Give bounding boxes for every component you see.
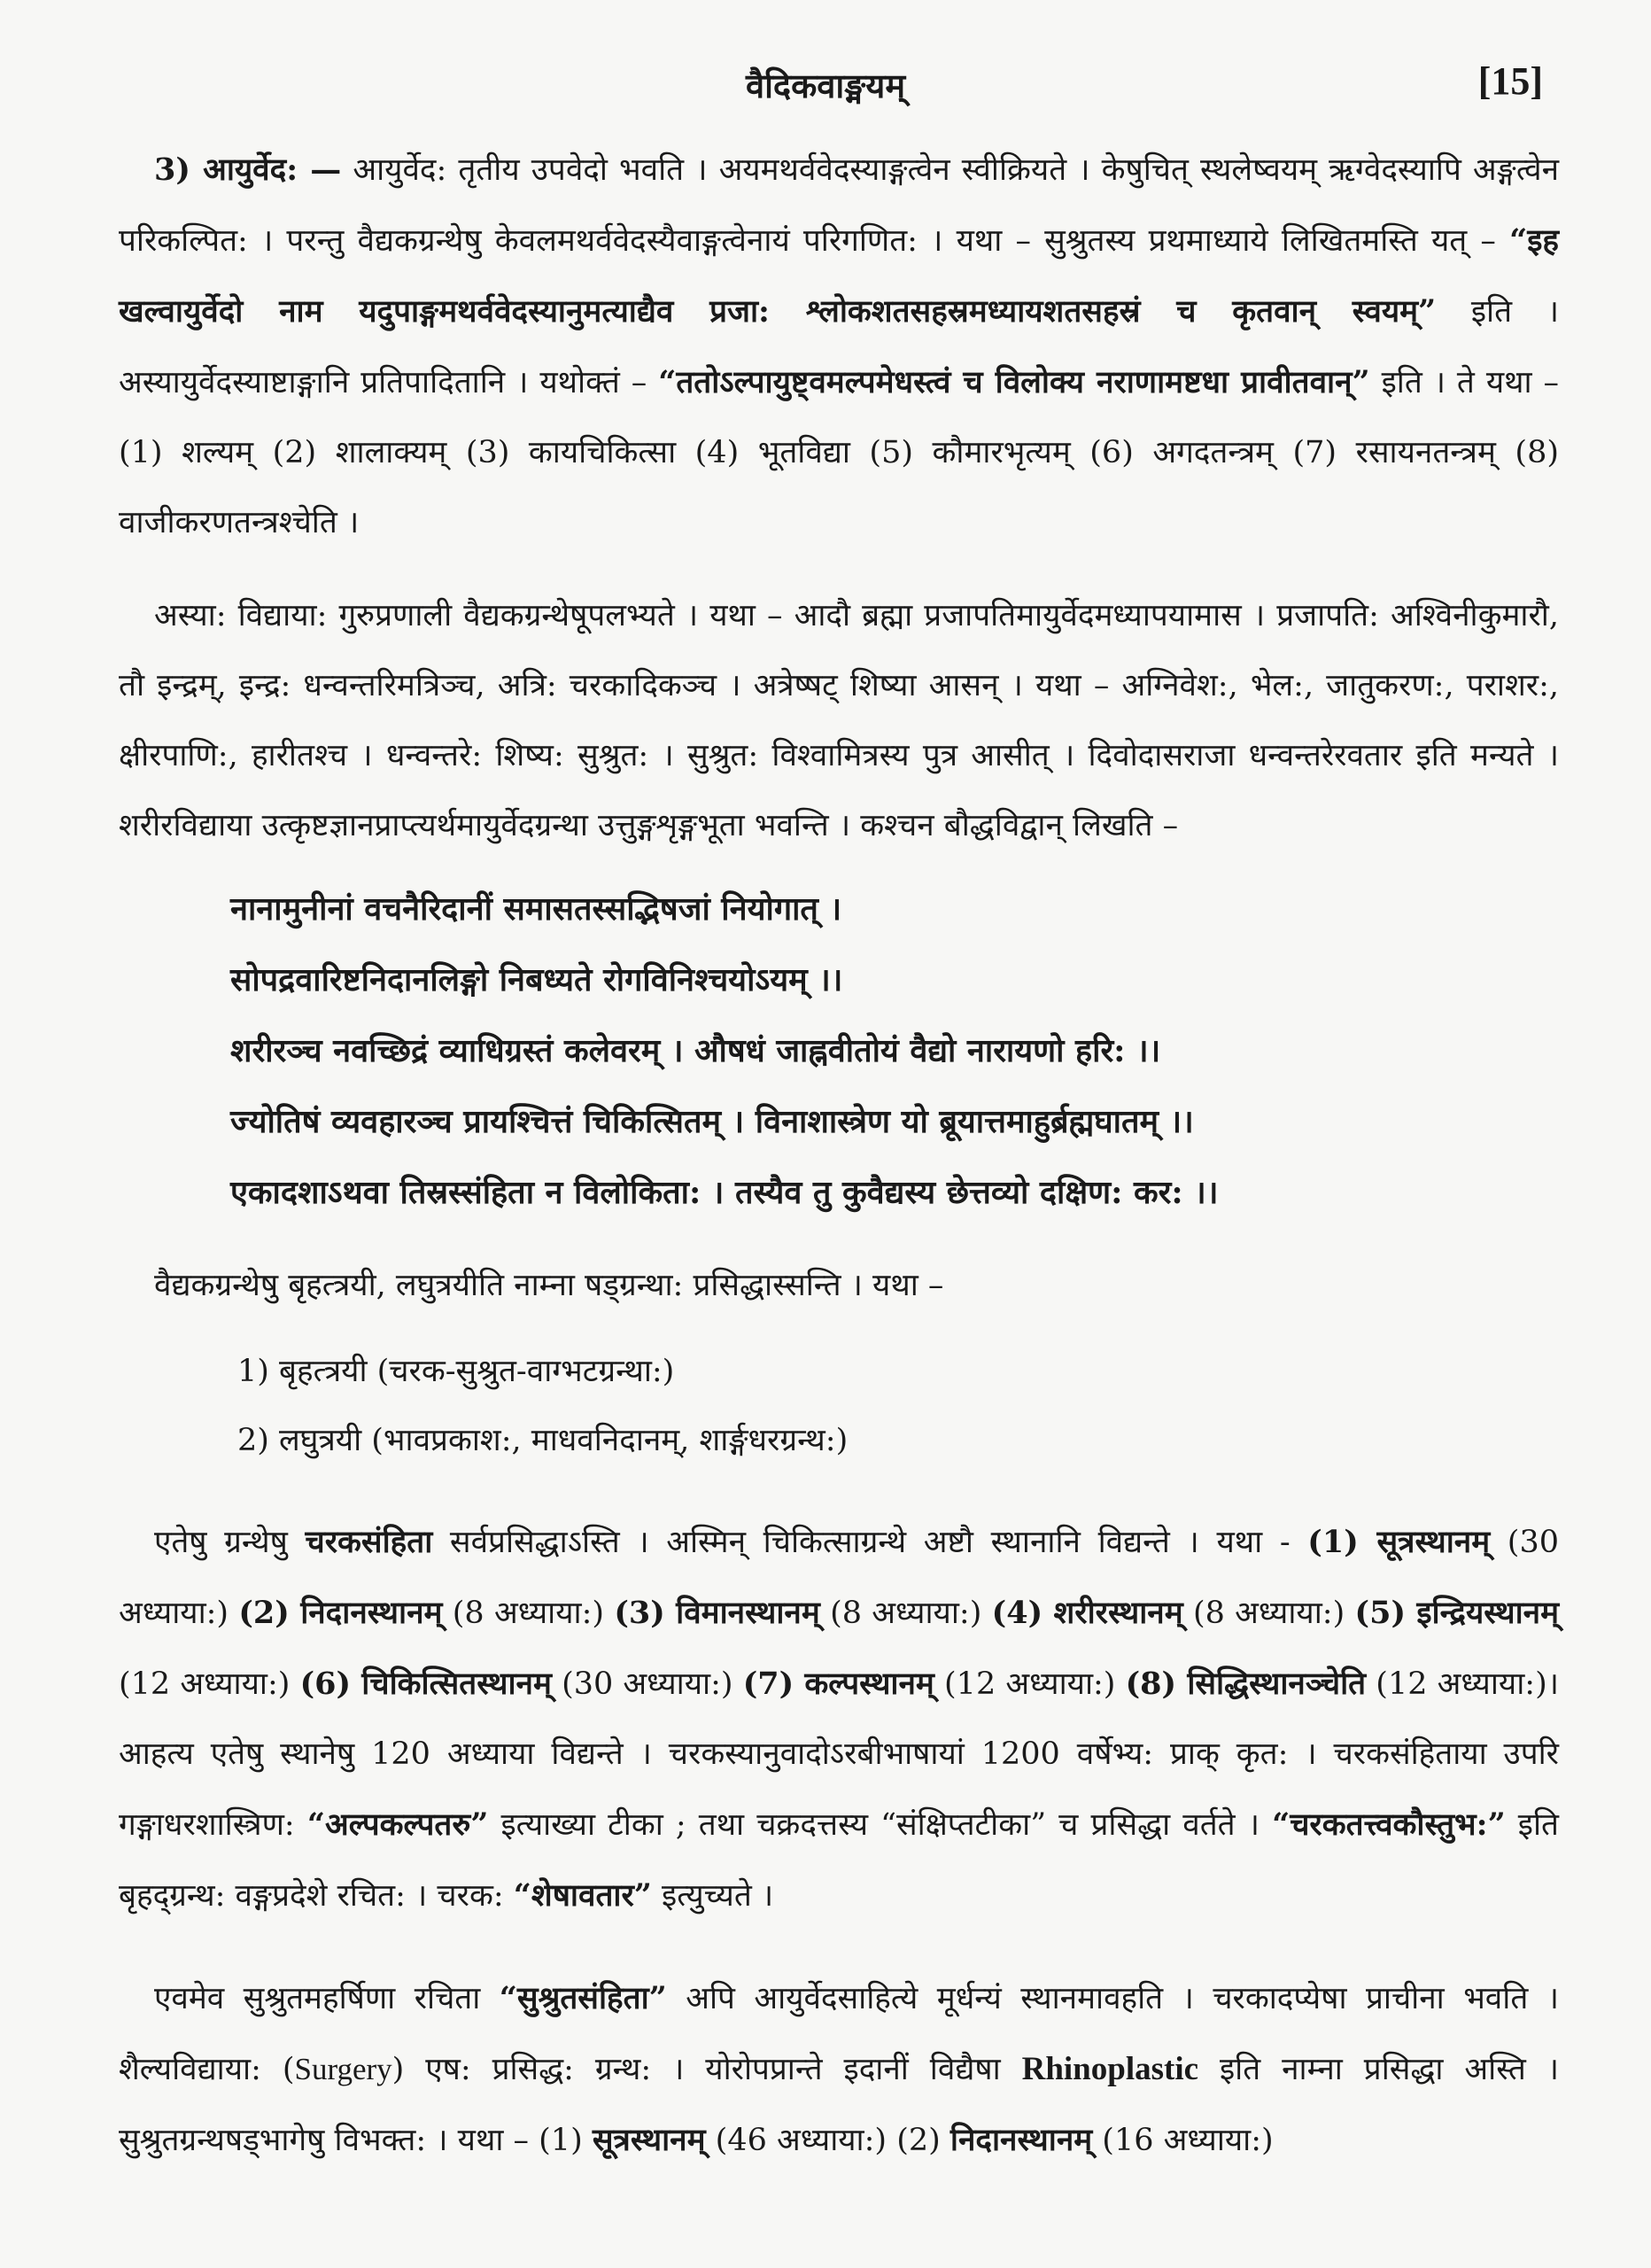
page-number: [15] <box>1477 59 1543 103</box>
text-run: इत्याख्या टीका ; तथा चक्रदत्तस्य “संक्षिप्तटीका” च प्रसिद्धा वर्तते । <box>488 1807 1273 1843</box>
paragraph-charaka <box>119 1507 1559 1931</box>
verse-block <box>230 874 1559 1228</box>
text-run: (12 अध्याया:) <box>934 1666 1126 1702</box>
emphasis: निदानस्थानम् <box>950 2122 1093 2158</box>
text-run: इति । अस्यायुर्वेदस्याष्टाङ्गानि प्रतिपादितानि । यथोक्तं – <box>119 294 1560 400</box>
text-run: एवमेव सुश्रुतमहर्षिणा रचिता <box>154 1981 500 2016</box>
verse-line: नानामुनीनां वचनैरिदानीं समासतस्सद्भिषजां नियोगात् । <box>230 890 842 928</box>
latin-term: Rhinoplastic <box>1021 2051 1199 2087</box>
emphasis: सूत्रस्थानम् <box>592 2122 706 2158</box>
emphasis: (3) विमानस्थानम् <box>614 1595 820 1631</box>
verse-line: ज्योतिषं व्यवहारञ्च प्रायश्चित्तं चिकित्सितम् । विनाशास्त्रेण यो ब्रूयात्तमाहुर्ब्रह्मघातम् ।। <box>230 1103 1194 1140</box>
text-run: सर्वप्रसिद्धाऽस्ति । अस्मिन् चिकित्साग्रन्थे अष्टौ स्थानानि विद्यन्ते । यथा - <box>432 1525 1308 1560</box>
verse-line: सोपद्रवारिष्टनिदानलिङ्गो निबध्यते रोगविनिश्चयोऽयम् ।। <box>230 961 843 998</box>
text-run: ) एष: प्रसिद्ध: ग्रन्थ: । योरोपप्रान्ते इदानीं विद्यैषा <box>391 2052 1022 2087</box>
quotation-ashtanga: “ततोऽल्पायुष्ट्वमल्पमेधस्त्वं च विलोक्य नराणामष्टधा प्रावीतवान्” <box>658 364 1370 400</box>
text-run: (12 अध्याया:) <box>119 1666 300 1702</box>
paragraph-ayurveda <box>119 135 1559 558</box>
verse-line: एकादशाऽथवा तिस्रस्संहिता न विलोकिता: । तस्यैव तु कुवैद्यस्य छेत्तव्यो दक्षिण: कर: ।। <box>230 1174 1219 1211</box>
text-run: (16 अध्याया:) <box>1092 2123 1274 2158</box>
list-item: 2) लघुत्रयी (भावप्रकाश:, माधवनिदानम्, शार्ङ्गधरग्रन्थ:) <box>237 1423 849 1458</box>
trayi-list <box>237 1337 1559 1475</box>
section-heading: 3) आयुर्वेद: — <box>154 151 342 188</box>
text-run: इति । ते यथा – (1) शल्यम् (2) शालाक्यम् (3) कायचिकित्सा (4) भूतविद्या (5) कौमारभृत्यम् (6) अगदतन्त्रम् (7) रसायनतन्त्रम् (8) वाजीकरणतन्त्रश्चेति । <box>119 365 1559 540</box>
emphasis: (6) चिकित्सितस्थानम् <box>299 1666 552 1702</box>
emphasis: “शेषावतार” <box>513 1877 652 1914</box>
emphasis: (8) सिद्धिस्थानञ्चेति <box>1125 1666 1367 1702</box>
text-run: (30 अध्याया:) <box>551 1666 743 1702</box>
emphasis: चरकसंहिता <box>305 1524 433 1560</box>
emphasis: (4) शरीरस्थानम् <box>991 1595 1183 1631</box>
emphasis: (2) निदानस्थानम् <box>238 1595 443 1631</box>
text-run: (12 अध्याया:)। आहत्य एतेषु स्थानेषु 120 अध्याया विद्यन्ते । चरकस्यानुवादोऽरबीभाषायां 1200 वर्षेभ्य: प्राक् कृत: । चरकसंहिताया उपरि गङ्गाधरशास्त्रिण: <box>119 1666 1559 1843</box>
text-run: (8 अध्याया:) <box>442 1596 615 1631</box>
text-run: इत्युच्यते । <box>651 1878 774 1914</box>
running-title: वैदिकवाङ्मयम् <box>745 66 906 105</box>
document-body <box>119 135 1559 2176</box>
emphasis: (5) इन्द्रियस्थानम् <box>1354 1595 1559 1631</box>
text-run: (46 अध्याया:) (2) <box>705 2123 950 2158</box>
emphasis: (1) सूत्रस्थानम् <box>1307 1524 1491 1560</box>
paragraph-sushruta <box>119 1963 1559 2176</box>
text-run: (8 अध्याया:) <box>1182 1596 1355 1631</box>
text-run: इति नाम्ना प्रसिद्धा अस्ति । सुश्रुतग्रन्थषड्भागेषु विभक्त: । यथा – (1) <box>119 2052 1559 2158</box>
quotation-sushruta: “इह खल्वायुर्वेदो नाम यदुपाङ्गमथर्ववेदस्यानुमत्याद्यैव प्रजा: श्लोकशतसहस्रमध्यायशतसहस्रं च कृतवान् स्वयम्” <box>119 222 1559 330</box>
text-run: (30 अध्याया:) <box>119 1525 1559 1631</box>
paragraph-guru-lineage: अस्या: विद्याया: गुरुप्रणाली वैद्यकग्रन्थेषूपलभ्यते । यथा – आदौ ब्रह्मा प्रजापतिमायुर्वेदमध्यापयामास । प्रजापति: अश्विनीकुमारौ, तौ इन्द्रम्, इन्द्र: धन्वन्तरिमत्रिञ्च, अत्रि: चरकादिकञ्च । अत्रेष्षट् शिष्या आसन् । यथा – अग्निवेश:, भेल:, जातुकरण:, पराशर:, क्षीरपाणि:, हारीतश्च । धन्वन्तरे: शिष्य: सुश्रुत: । सुश्रुत: विश्वामित्रस्य पुत्र आसीत् । दिवोदासराजा धन्वन्तरेरवतार इति मन्यते । शरीरविद्याया उत्कृष्टज्ञानप्राप्त्यर्थमायुर्वेदग्रन्था उत्तुङ्गशृङ्गभूता भवन्ति । कश्चन बौद्धविद्वान् लिखति – <box>119 598 1559 843</box>
text-run: आयुर्वेद: तृतीय उपवेदो भवति । अयमथर्ववेदस्याङ्गत्वेन स्वीक्रियते । केषुचित् स्थलेष्वयम् ऋग्वेदस्यापि अङ्गत्वेन परिकल्पित: । परन्तु वैद्यकग्रन्थेषु केवलमथर्ववेदस्यैवाङ्गत्वेनायं परिगणित: । यथा – सुश्रुतस्य प्रथमाध्याये लिखितमस्ति यत् – <box>119 152 1559 259</box>
text-run: इति बृहद्ग्रन्थ: वङ्गप्रदेशे रचित: । चरक: <box>119 1807 1559 1914</box>
text-run: अपि आयुर्वेदसाहित्ये मूर्धन्यं स्थानमावहति । चरकादप्येषा प्राचीना भवति । शैल्यविद्याया: ( <box>119 1981 1559 2087</box>
emphasis: “चरकतत्त्वकौस्तुभ:” <box>1272 1806 1506 1843</box>
emphasis: (7) कल्पस्थानम् <box>742 1666 934 1702</box>
paragraph-trayi: वैद्यकग्रन्थेषु बृहत्त्रयी, लघुत्रयीति नाम्ना षड्ग्रन्था: प्रसिद्धास्सन्ति । यथा – <box>154 1268 944 1303</box>
text-run: एतेषु ग्रन्थेषु <box>154 1525 306 1560</box>
emphasis: “अल्पकल्पतरु” <box>306 1806 489 1843</box>
list-item: 1) बृहत्त्रयी (चरक-सुश्रुत-वाग्भटग्रन्था:) <box>237 1354 675 1389</box>
latin-term: Surgery <box>294 2052 392 2086</box>
emphasis: “सुश्रुतसंहिता” <box>499 1980 667 2016</box>
page-header <box>0 59 1651 124</box>
text-run: (8 अध्याया:) <box>819 1596 992 1631</box>
verse-line: शरीरञ्च नवच्छिद्रं व्याधिग्रस्तं कलेवरम् । औषधं जाह्नवीतोयं वैद्यो नारायणो हरि: ।। <box>230 1032 1161 1069</box>
